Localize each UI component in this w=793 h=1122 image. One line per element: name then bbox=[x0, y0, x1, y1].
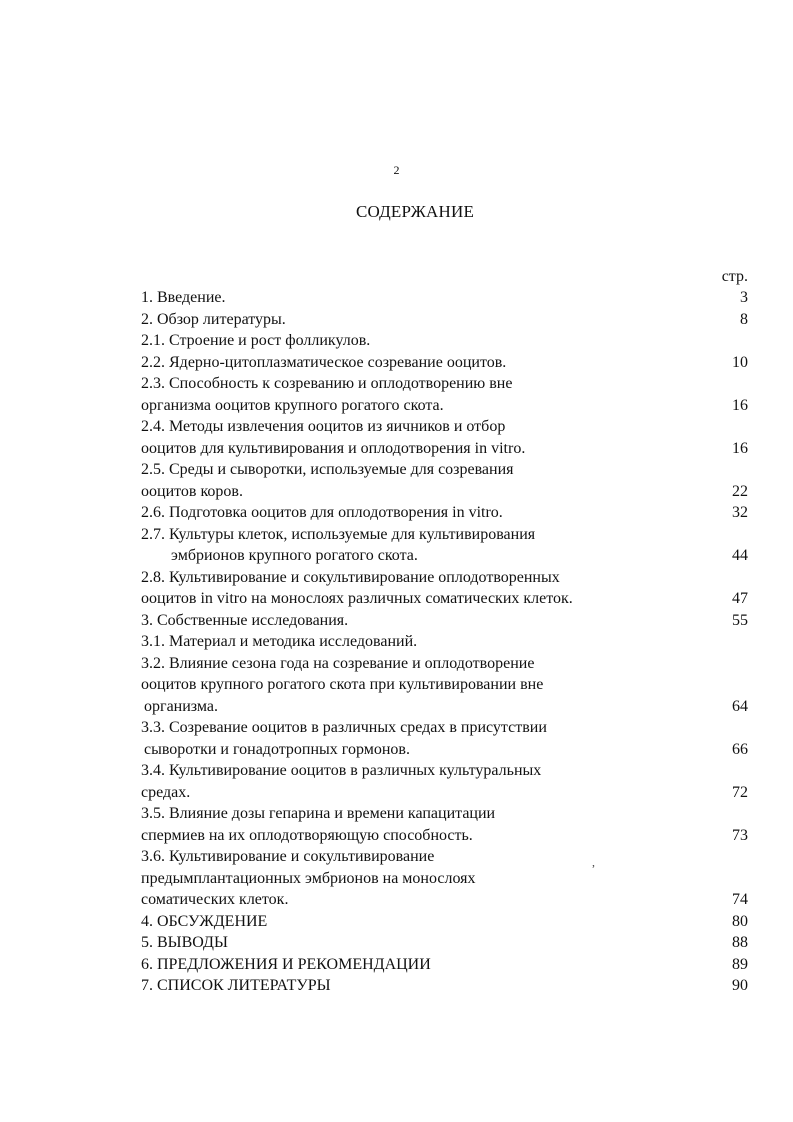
toc-entry-text: 2.6. Подготовка ооцитов для оплодотворения in vitro. bbox=[141, 504, 503, 521]
toc-entry-page: 3 bbox=[740, 289, 748, 306]
toc-entry bbox=[141, 395, 748, 417]
toc-entry bbox=[141, 524, 748, 546]
toc-entry-page: 16 bbox=[732, 439, 748, 457]
toc-entry bbox=[141, 954, 748, 976]
toc-entry-page: 64 bbox=[732, 697, 748, 715]
toc-entry bbox=[141, 567, 748, 589]
toc-entry bbox=[141, 416, 748, 438]
toc-entry bbox=[141, 459, 748, 481]
toc-entry-text: 2.1. Строение и рост фолликулов. bbox=[141, 332, 371, 349]
toc-entry bbox=[141, 352, 748, 374]
toc-entry bbox=[141, 653, 748, 675]
toc-entry bbox=[141, 868, 748, 890]
toc-entry-text: 3.3. Созревание ооцитов в различных средах в присутствии bbox=[141, 719, 547, 736]
page-title: СОДЕРЖАНИЕ bbox=[355, 202, 475, 221]
toc-entry-page: 73 bbox=[732, 826, 748, 844]
toc-entry-text: соматических клеток. bbox=[141, 891, 289, 908]
toc-entry bbox=[141, 631, 748, 653]
toc-entry bbox=[141, 760, 748, 782]
toc-entry-text: 6. ПРЕДЛОЖЕНИЯ И РЕКОМЕНДАЦИИ bbox=[141, 955, 431, 973]
toc-entry-text: ооцитов для культивирования и оплодотворения in vitro. bbox=[141, 439, 526, 457]
toc-entry bbox=[141, 545, 748, 567]
toc-entry-text: 2.3. Способность к созреванию и оплодотворению вне bbox=[141, 375, 513, 392]
toc-entry-text: эмбрионов крупного рогатого скота. bbox=[171, 547, 418, 564]
toc-entry-page: 16 bbox=[732, 396, 748, 414]
toc-entry bbox=[141, 803, 748, 825]
toc-entry bbox=[141, 696, 748, 718]
toc-entry-text: 2.8. Культивирование и сокультивирование оплодотворенных bbox=[141, 568, 560, 586]
toc-entry bbox=[141, 373, 748, 395]
toc-entry-page: 10 bbox=[732, 353, 748, 371]
toc-entry-text: спермиев на их оплодотворяющую способность. bbox=[141, 826, 473, 844]
toc-entry-text: предымплантационных эмбрионов на монослоях bbox=[141, 869, 476, 887]
toc-entry-text: 2. Обзор литературы. bbox=[141, 310, 286, 328]
toc-entry-page: 88 bbox=[732, 934, 748, 951]
toc-entry-text: ооцитов коров. bbox=[141, 482, 243, 500]
toc-entry-text: 3.4. Культивирование ооцитов в различных культуральных bbox=[141, 762, 542, 779]
toc-entry bbox=[141, 782, 748, 804]
toc-entry-page: 89 bbox=[732, 955, 748, 973]
toc-entry bbox=[141, 717, 748, 739]
toc-entry-text: 3.2. Влияние сезона года на созревание и оплодотворение bbox=[141, 654, 535, 672]
toc-entry-page: 32 bbox=[732, 504, 748, 521]
toc-entry-page: 66 bbox=[732, 740, 748, 758]
toc-entry bbox=[141, 739, 748, 761]
toc-entry bbox=[141, 438, 748, 460]
pages-column-header: стр. bbox=[721, 268, 748, 285]
toc-entry bbox=[141, 588, 748, 610]
toc-entry bbox=[141, 481, 748, 503]
toc-entry bbox=[141, 911, 748, 933]
toc-entry-text: сыворотки и гонадотропных гормонов. bbox=[144, 740, 410, 758]
toc-entry-text: организма ооцитов крупного рогатого скота. bbox=[141, 396, 444, 414]
toc-entry bbox=[141, 846, 748, 868]
toc-entry-page: 72 bbox=[732, 783, 748, 801]
toc-entry-page: 47 bbox=[732, 590, 748, 607]
toc-entry-text: 2.2. Ядерно-цитоплазматическое созревание ооцитов. bbox=[141, 353, 507, 371]
toc-entry-text: 2.7. Культуры клеток, используемые для культивирования bbox=[141, 525, 536, 543]
toc-entry-text: 3.6. Культивирование и сокультивирование bbox=[141, 848, 435, 865]
toc-entry-text: 3. Собственные исследования. bbox=[141, 611, 349, 629]
toc-entry-page: 55 bbox=[732, 611, 748, 629]
stray-mark: , bbox=[592, 855, 595, 869]
toc-entry-page: 22 bbox=[732, 482, 748, 500]
toc-entry-text: 2.5. Среды и сыворотки, используемые для созревания bbox=[141, 461, 514, 478]
toc-entry-text: 3.5. Влияние дозы гепарина и времени капацитации bbox=[141, 805, 496, 822]
toc-entry-text: ооцитов in vitro на монослоях различных соматических клеток. bbox=[141, 590, 573, 607]
toc-entry bbox=[141, 932, 748, 954]
toc-entry bbox=[141, 975, 748, 997]
toc-entry bbox=[141, 610, 748, 632]
toc-entry-text: организма. bbox=[144, 697, 218, 715]
toc-entry-page: 80 bbox=[732, 912, 748, 930]
toc-entry bbox=[141, 825, 748, 847]
toc-entry bbox=[141, 889, 748, 911]
toc-entry bbox=[141, 287, 748, 309]
toc-entry-text: средах. bbox=[141, 783, 191, 801]
toc-entry-text: ооцитов крупного рогатого скота при культивировании вне bbox=[141, 676, 544, 693]
page-number: 2 bbox=[393, 163, 400, 177]
toc-entry-page: 90 bbox=[732, 977, 748, 994]
toc-entry bbox=[141, 309, 748, 331]
toc-entry-text: 2.4. Методы извлечения ооцитов из яичников и отбор bbox=[141, 418, 506, 435]
toc-entry bbox=[141, 330, 748, 352]
toc-entry bbox=[141, 674, 748, 696]
toc-entry bbox=[141, 502, 748, 524]
toc-entry-text: 7. СПИСОК ЛИТЕРАТУРЫ bbox=[141, 977, 331, 994]
toc-entry-page: 74 bbox=[732, 891, 748, 908]
toc-entry-text: 1. Введение. bbox=[141, 289, 226, 306]
toc-entry-text: 4. ОБСУЖДЕНИЕ bbox=[141, 912, 268, 930]
toc-entry-text: 5. ВЫВОДЫ bbox=[141, 934, 228, 951]
toc-entry-page: 8 bbox=[740, 310, 748, 328]
table-of-contents bbox=[141, 287, 748, 997]
toc-entry-page: 44 bbox=[732, 547, 748, 564]
toc-entry-text: 3.1. Материал и методика исследований. bbox=[141, 633, 418, 650]
